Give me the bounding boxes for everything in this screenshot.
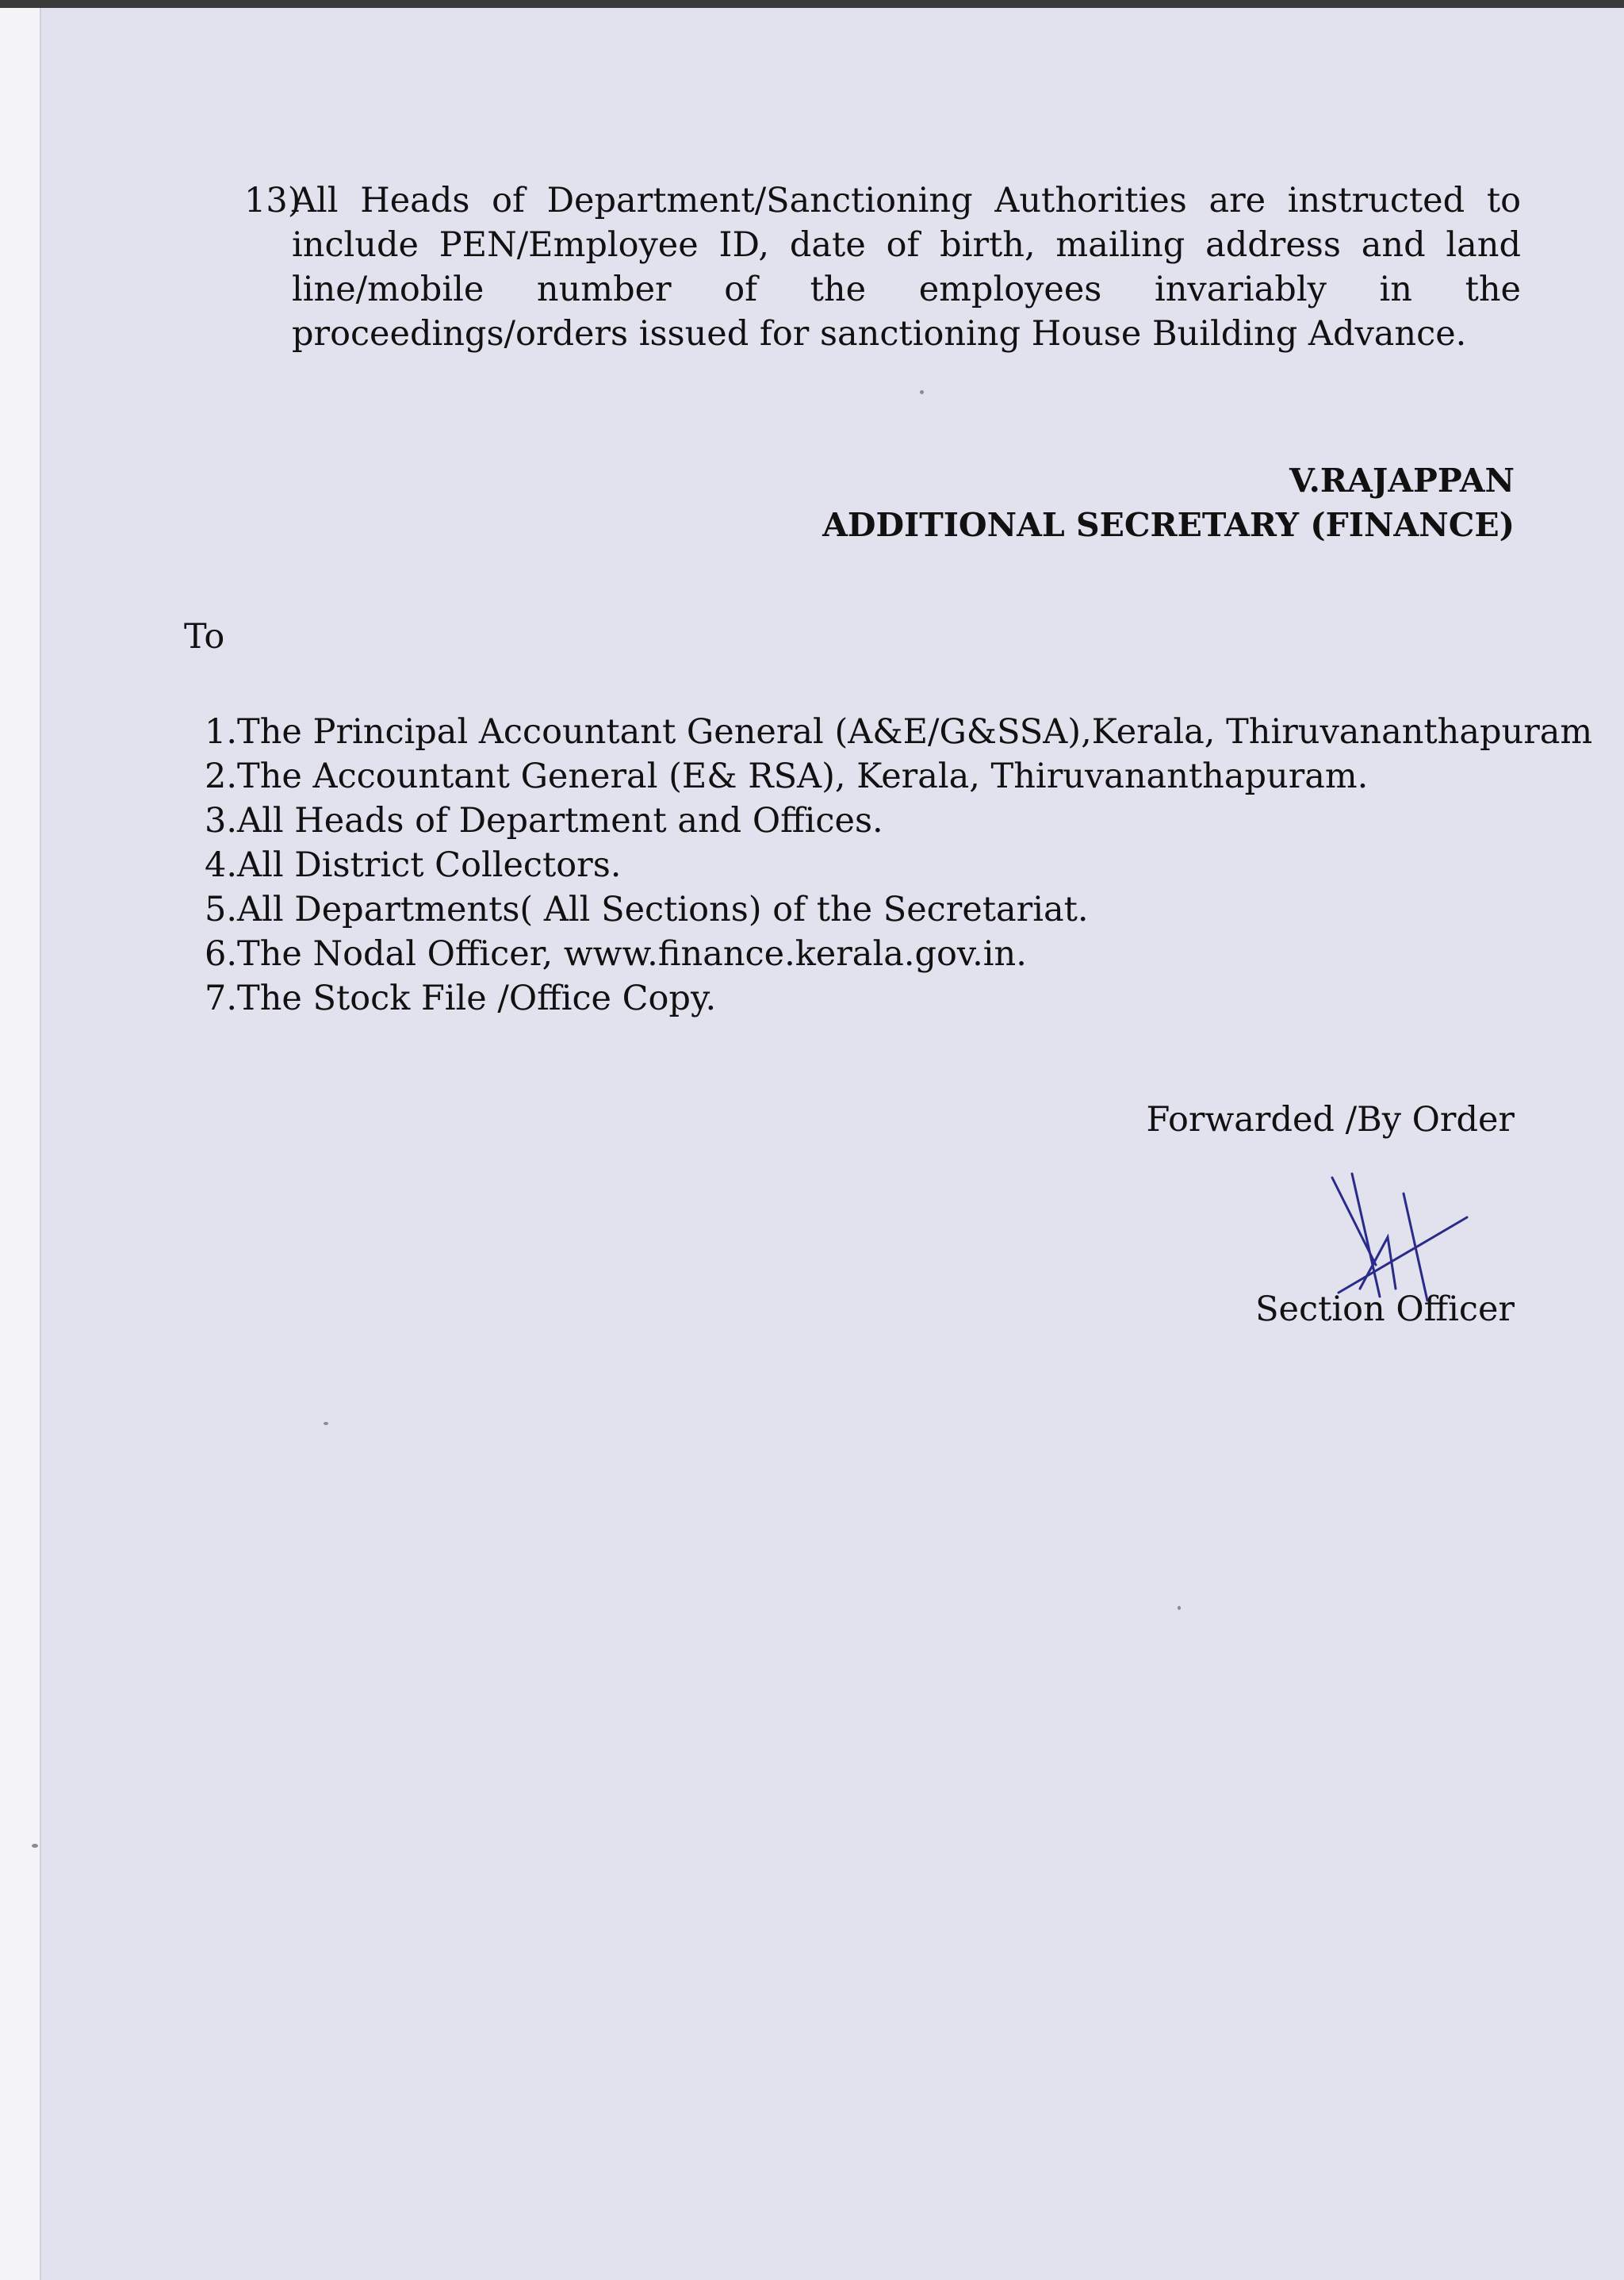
- scan-speck: [32, 1844, 38, 1848]
- recipient-item: 5.All Departments( All Sections) of the Secretariat.: [205, 890, 1089, 929]
- scan-speck: [324, 1422, 328, 1425]
- signatory-name: V.RAJAPPAN: [1289, 462, 1515, 500]
- recipient-item: 7.The Stock File /Office Copy.: [205, 979, 717, 1018]
- scan-speck: [920, 390, 924, 394]
- recipient-item: 4.All District Collectors.: [205, 845, 622, 885]
- paragraph-number: 13): [244, 181, 301, 220]
- instruction-paragraph: [244, 178, 1521, 356]
- paragraph-text: All Heads of Department/Sanctioning Authorities are instructed to include PEN/Employee ID, date of birth, mailing address and land line/mobile number of the employees invariably in the proceedings/orders issued for sanctioning House Building Advance.: [292, 181, 1521, 354]
- recipient-item: 2.The Accountant General (E& RSA), Kerala, Thiruvananthapuram.: [205, 757, 1369, 796]
- recipient-list: [205, 710, 1592, 1021]
- recipient-item: 6.The Nodal Officer, www.finance.kerala.gov.in.: [205, 934, 1027, 974]
- section-officer-title: Section Officer: [1255, 1289, 1515, 1329]
- scan-speck: [1178, 1606, 1181, 1610]
- forwarded-by-order: Forwarded /By Order: [1146, 1100, 1515, 1140]
- recipient-item: 1.The Principal Accountant General (A&E/G&SSA),Kerala, Thiruvananthapuram: [205, 712, 1593, 752]
- to-label: To: [184, 617, 225, 657]
- recipient-item: 3.All Heads of Department and Offices.: [205, 801, 883, 841]
- signatory-designation: ADDITIONAL SECRETARY (FINANCE): [822, 506, 1515, 544]
- scan-top-edge: [0, 0, 1624, 8]
